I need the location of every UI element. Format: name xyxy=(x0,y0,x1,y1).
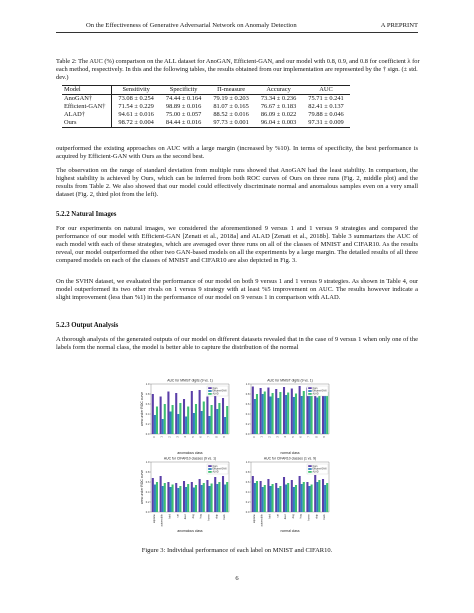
bar xyxy=(303,482,305,512)
paragraph-1: outperformed the existing approaches on AUC with a large margin (increased by %10). In terms of specificity, the best performance is acquired by Efficient-GAN with Ours as the second best. xyxy=(56,145,418,161)
paragraph-3: For our experiments on natural images, we considered the aforementioned 9 versus 1 and 1 versus 9 strategies and compared the performance of our model with Efficient-GAN [Zenati et al., 2018a] and ALAD [Zenati et al., 2018b]. Table 3 summarizes the AUC of each model with each of these strategies, which are averaged over three runs on all of the classes of MNIST and CIFAR10. As the results reveal, our model outperformed the other two GAN-based models on all the experiments by a large margin. The detailed results of all three compared models on each of the classes of MNIST and CIFAR10 are also depicted in Fig. 3. xyxy=(56,225,418,265)
bar xyxy=(275,389,277,434)
bar xyxy=(156,482,158,512)
table-cell: 94.61 ± 0.016 xyxy=(118,110,154,118)
figure-3-bar-charts xyxy=(139,376,335,538)
bar xyxy=(316,398,318,435)
bar xyxy=(206,480,208,512)
paragraph-4: On the SVHN dataset, we evaluated the performance of our model on both 9 versus 1 and 1 versus 9 strategies. As shown in Table 4, our model outperformed its two other rivals on 1 versus 9 strategy with at least %5 improvement on AUC. The results however indicate a slight improvement (less than %1) in the performance of our model on 9 versus 1 in comparison with ALAD. xyxy=(56,278,418,302)
table-cell: 81.07 ± 0.165 xyxy=(213,102,249,110)
table-cell: 75.00 ± 0.057 xyxy=(165,110,202,118)
running-title: On the Effectiveness of Generative Adversarial Network on Anomaly Detection xyxy=(86,22,297,29)
bar xyxy=(216,484,218,512)
x-tick-label: 8 xyxy=(315,436,319,438)
bar xyxy=(203,483,205,512)
bar xyxy=(252,387,254,435)
preprint-label: A PREPRINT xyxy=(380,22,418,29)
bar xyxy=(306,482,308,512)
bar xyxy=(293,397,295,434)
bar xyxy=(295,394,297,435)
y-tick-label: 0.6 xyxy=(245,402,250,406)
table-cell: 73.08 ± 0.254 xyxy=(118,94,154,102)
x-tick-label: truck xyxy=(223,514,227,520)
legend-swatch xyxy=(308,390,312,392)
table-header-cell: AUC xyxy=(302,86,349,95)
bar xyxy=(167,482,169,512)
bar xyxy=(269,397,271,435)
legend-label: Efficient-GAN xyxy=(212,468,227,471)
bar xyxy=(301,484,303,512)
table-header-cell: Specificity xyxy=(160,86,207,95)
x-axis-label: normal class xyxy=(280,529,300,533)
y-tick-label: 0.4 xyxy=(245,412,250,416)
bar xyxy=(226,482,228,512)
table-cell: 98.89 ± 0.016 xyxy=(165,102,202,110)
y-tick-label: 0.2 xyxy=(145,500,150,504)
y-axis-label: area under ROC curve xyxy=(140,391,144,427)
legend-label: Ours xyxy=(212,387,218,390)
x-tick-label: 9 xyxy=(223,436,227,438)
legend-label: Efficient-GAN xyxy=(212,390,227,393)
model-name-cell: AnoGAN† xyxy=(62,94,112,102)
bar xyxy=(285,395,287,434)
x-tick-label: 1 xyxy=(260,436,264,438)
bar xyxy=(303,391,305,434)
bar xyxy=(308,486,310,512)
legend-swatch xyxy=(208,393,212,395)
bar xyxy=(164,404,166,434)
table-cell: 84.44 ± 0.016 xyxy=(160,119,207,127)
bar xyxy=(175,483,177,512)
y-tick-label: 0.0 xyxy=(145,510,150,514)
x-tick-label: truck xyxy=(323,514,327,520)
y-tick-label: 0.2 xyxy=(245,500,250,504)
legend-label: ALAD xyxy=(212,471,219,474)
x-tick-label: 0 xyxy=(152,436,156,438)
x-tick-label: 4 xyxy=(284,436,288,438)
x-tick-label: automobile xyxy=(260,514,264,527)
bar xyxy=(260,388,262,434)
section-heading-natural-images: 5.2.2 Natural Images xyxy=(56,211,117,218)
table-caption: Table 2: The AUC (%) comparison on the ALL dataset for AnoGAN, Efficient-GAN, and our model with 0.8, 0.9, and 0.8 for coefficient λ for each method, respectively. In this and the following tables, the results obtained from our implementation are represented by the † sign. (± std. dev.) xyxy=(56,58,420,81)
bar xyxy=(218,482,220,512)
bar xyxy=(226,406,228,434)
bar xyxy=(160,397,162,435)
bar xyxy=(201,411,203,434)
legend-label: Ours xyxy=(312,465,318,468)
bar xyxy=(160,476,162,512)
bar xyxy=(326,392,328,434)
y-tick-label: 0.4 xyxy=(245,490,250,494)
x-tick-label: bird xyxy=(168,514,172,519)
bar xyxy=(193,413,195,434)
bar xyxy=(272,393,274,434)
legend-label: Efficient-GAN xyxy=(312,390,327,393)
y-tick-label: 0.0 xyxy=(245,432,250,436)
bar xyxy=(179,403,181,434)
bar xyxy=(191,482,193,512)
bar xyxy=(279,392,281,434)
bar xyxy=(267,388,269,435)
bar xyxy=(283,387,285,434)
x-tick-label: dog xyxy=(191,514,195,519)
x-tick-label: 6 xyxy=(299,436,303,438)
x-tick-label: airplane xyxy=(252,514,256,524)
bar xyxy=(216,409,218,434)
x-tick-label: 6 xyxy=(199,436,203,438)
legend-swatch xyxy=(308,471,312,473)
bar xyxy=(318,480,320,512)
legend-label: Ours xyxy=(212,465,218,468)
legend-label: Efficient-GAN xyxy=(312,468,327,471)
table-cell: 75.71 ± 0.241 xyxy=(308,94,344,102)
table-cell: 97.73 ± 0.001 xyxy=(207,119,254,127)
x-tick-label: bird xyxy=(268,514,272,519)
x-tick-label: 5 xyxy=(291,436,295,438)
bar xyxy=(308,395,310,435)
paragraph-2: The observation on the range of standard deviation from multiple runs showed that AnoGAN had the least stability. In comparison, the highest stability is achieved by Ours, which can be inferred from both ROC curves of Ours on three runs (Fig. 2, middle plot) and the results from Table 2. We also showed that our model could effectively discriminate normal and anomalous samples even on a very small dataset (Fig. 2, third plot from the left). xyxy=(56,167,418,199)
bar xyxy=(311,393,313,434)
bar xyxy=(177,414,179,434)
bar xyxy=(162,486,164,512)
bar xyxy=(211,405,213,434)
bar xyxy=(254,399,256,434)
table-cell: 96.04 ± 0.003 xyxy=(255,119,302,127)
bar xyxy=(222,398,224,434)
y-tick-label: 0.2 xyxy=(145,422,150,426)
results-table xyxy=(62,85,350,128)
bar xyxy=(293,487,295,512)
figure-caption: Figure 3: Individual performance of each label on MNIST and CIFAR10. xyxy=(141,547,333,554)
y-tick-label: 0.4 xyxy=(145,490,150,494)
bar xyxy=(316,482,318,512)
x-tick-label: cat xyxy=(176,514,180,518)
y-tick-label: 0.2 xyxy=(245,422,250,426)
legend-swatch xyxy=(308,465,312,467)
table-cell: 73.34 ± 0.236 xyxy=(260,94,297,102)
bar xyxy=(299,476,301,512)
chart-title: AUC for CIFAR10 classes (9 vs. 1) xyxy=(163,456,217,461)
bar xyxy=(262,394,264,434)
bar xyxy=(262,487,264,512)
model-name-cell: Efficient-GAN† xyxy=(62,103,112,111)
table-row xyxy=(62,103,350,111)
bar xyxy=(156,407,158,435)
bar xyxy=(208,416,210,434)
table-cell: 79.19 ± 0.203 xyxy=(213,94,249,102)
x-tick-label: 8 xyxy=(215,436,219,438)
x-tick-label: 7 xyxy=(307,436,311,438)
bar xyxy=(195,485,197,512)
table-row xyxy=(62,94,350,102)
x-axis-label: anomalous class xyxy=(177,529,203,533)
table-cell: 71.54 ± 0.229 xyxy=(118,102,154,110)
bar xyxy=(162,419,164,434)
bar xyxy=(295,485,297,512)
y-tick-label: 1.0 xyxy=(245,382,250,386)
x-tick-label: 5 xyxy=(191,436,195,438)
x-tick-label: ship xyxy=(215,514,219,519)
chart-title: AUC for CIFAR10 classes (1 vs. 9) xyxy=(263,456,317,461)
y-tick-label: 0.6 xyxy=(145,480,150,484)
table-cell: 88.52 ± 0.016 xyxy=(213,110,249,118)
x-tick-label: automobile xyxy=(160,514,164,527)
table-cell: 97.31 ± 0.009 xyxy=(302,119,349,127)
y-tick-label: 0.0 xyxy=(245,510,250,514)
table-cell: 86.09 ± 0.022 xyxy=(260,110,297,118)
legend-label: ALAD xyxy=(312,393,319,396)
x-tick-label: 3 xyxy=(276,436,280,438)
bar xyxy=(208,486,210,512)
x-tick-label: frog xyxy=(199,514,203,519)
bar xyxy=(193,488,195,513)
bar xyxy=(264,485,266,512)
bar xyxy=(287,483,289,512)
model-name-cell: Ours xyxy=(62,119,112,127)
legend-swatch xyxy=(308,387,312,389)
bar xyxy=(254,483,256,512)
legend-swatch xyxy=(308,393,312,395)
bar xyxy=(260,481,262,512)
x-tick-label: deer xyxy=(184,514,188,520)
section-heading-output-analysis: 5.2.3 Output Analysis xyxy=(56,322,119,329)
bar xyxy=(199,390,201,434)
bar xyxy=(301,396,303,434)
y-tick-label: 1.0 xyxy=(245,460,250,464)
table-header-row xyxy=(62,86,350,95)
bar xyxy=(177,488,179,512)
y-tick-label: 0.8 xyxy=(145,470,150,474)
bar xyxy=(277,488,279,512)
bar xyxy=(154,485,156,513)
x-tick-label: deer xyxy=(284,514,288,520)
bar xyxy=(287,393,289,435)
page-number: 6 xyxy=(235,575,239,582)
bar xyxy=(179,486,181,512)
x-tick-label: 9 xyxy=(323,436,327,438)
legend-label: ALAD xyxy=(312,471,319,474)
table-cell: 74.44 ± 0.164 xyxy=(165,94,202,102)
header-rule xyxy=(56,32,418,33)
bar xyxy=(201,485,203,512)
bar xyxy=(218,403,220,434)
bar xyxy=(152,394,154,434)
legend-label: Ours xyxy=(312,387,318,390)
bar xyxy=(264,392,266,435)
bar xyxy=(167,392,169,435)
bar xyxy=(267,479,269,512)
legend-label: ALAD xyxy=(212,393,219,396)
bar xyxy=(187,484,189,512)
legend-swatch xyxy=(208,468,212,470)
bar xyxy=(275,483,277,512)
table-row xyxy=(62,111,350,119)
table-header-cell: Model xyxy=(62,86,112,95)
table-cell: 76.67 ± 0.183 xyxy=(260,102,297,110)
table-header-cell: Accuracy xyxy=(255,86,302,95)
legend-swatch xyxy=(308,468,312,470)
x-tick-label: 4 xyxy=(184,436,188,438)
bar xyxy=(279,486,281,512)
y-tick-label: 0.4 xyxy=(145,412,150,416)
y-tick-label: 1.0 xyxy=(145,460,150,464)
x-tick-label: 0 xyxy=(252,436,256,438)
bar xyxy=(324,396,326,435)
bar xyxy=(185,417,187,435)
bar xyxy=(187,407,189,435)
model-name-cell: ALAD† xyxy=(62,111,112,119)
bar xyxy=(172,485,174,513)
x-axis-label: anomalous class xyxy=(177,451,203,455)
bar xyxy=(326,483,328,512)
bar xyxy=(203,402,205,435)
bar xyxy=(277,398,279,434)
table-header-cell: Π-measure xyxy=(207,86,254,95)
bar xyxy=(291,480,293,512)
bar xyxy=(291,389,293,435)
table-header-cell: Sensitivity xyxy=(112,86,160,95)
bar xyxy=(183,481,185,512)
x-tick-label: 1 xyxy=(160,436,164,438)
table-cell: 82.41 ± 0.137 xyxy=(308,102,344,110)
bar xyxy=(169,487,171,512)
y-tick-label: 0.8 xyxy=(245,392,250,396)
y-tick-label: 1.0 xyxy=(145,382,150,386)
x-tick-label: horse xyxy=(307,514,311,521)
y-tick-label: 0.8 xyxy=(245,470,250,474)
bar xyxy=(324,485,326,512)
bar xyxy=(175,393,177,434)
bar xyxy=(314,475,316,512)
bar xyxy=(285,485,287,513)
x-tick-label: cat xyxy=(276,514,280,518)
x-tick-label: horse xyxy=(207,514,211,521)
legend-swatch xyxy=(208,471,212,473)
x-tick-label: frog xyxy=(299,514,303,519)
bar xyxy=(283,477,285,512)
bar xyxy=(256,394,258,434)
x-tick-label: 2 xyxy=(268,436,272,438)
chart-title: AUC for MNIST digits (9 vs. 1) xyxy=(167,378,213,383)
bar xyxy=(311,485,313,513)
bar xyxy=(318,394,320,434)
bar xyxy=(199,479,201,512)
bar xyxy=(224,485,226,513)
bar xyxy=(211,484,213,513)
x-tick-label: 2 xyxy=(168,436,172,438)
legend-swatch xyxy=(208,465,212,467)
bar xyxy=(154,415,156,434)
bar xyxy=(164,483,166,512)
bar xyxy=(222,476,224,512)
y-tick-label: 0.6 xyxy=(145,402,150,406)
bar xyxy=(183,399,185,434)
chart-title: AUC for MNIST digits (9 vs. 1) xyxy=(267,378,313,383)
x-axis-label: normal class xyxy=(280,451,300,455)
y-tick-label: 0.0 xyxy=(145,432,150,436)
table-cell: 79.88 ± 0.046 xyxy=(308,110,344,118)
x-tick-label: airplane xyxy=(152,514,156,524)
y-tick-label: 0.6 xyxy=(245,480,250,484)
table-row xyxy=(62,119,350,127)
x-tick-label: 3 xyxy=(176,436,180,438)
bar xyxy=(152,478,154,512)
table-cell: 98.72 ± 0.004 xyxy=(112,119,160,127)
bar xyxy=(269,486,271,512)
bar xyxy=(252,476,254,512)
bar xyxy=(169,412,171,435)
x-tick-label: 7 xyxy=(207,436,211,438)
bar xyxy=(185,487,187,512)
bar xyxy=(214,477,216,512)
x-tick-label: dog xyxy=(291,514,295,519)
bar xyxy=(195,404,197,434)
bar xyxy=(224,417,226,434)
bar xyxy=(191,391,193,434)
y-axis-label: area under ROC curve xyxy=(140,469,144,505)
bar xyxy=(322,479,324,512)
y-tick-label: 0.8 xyxy=(145,392,150,396)
bar xyxy=(299,386,301,434)
bar xyxy=(206,397,208,435)
bar xyxy=(172,405,174,434)
x-tick-label: ship xyxy=(315,514,319,519)
bar xyxy=(272,484,274,512)
legend-swatch xyxy=(208,387,212,389)
bar xyxy=(256,481,258,512)
legend-swatch xyxy=(208,390,212,392)
paragraph-5: A thorough analysis of the generated outputs of our model on different datasets revealed that in the case of 9 versus 1 when only one of the labels form the normal class, the model is better able to capture the distribution of the normal xyxy=(56,336,418,352)
